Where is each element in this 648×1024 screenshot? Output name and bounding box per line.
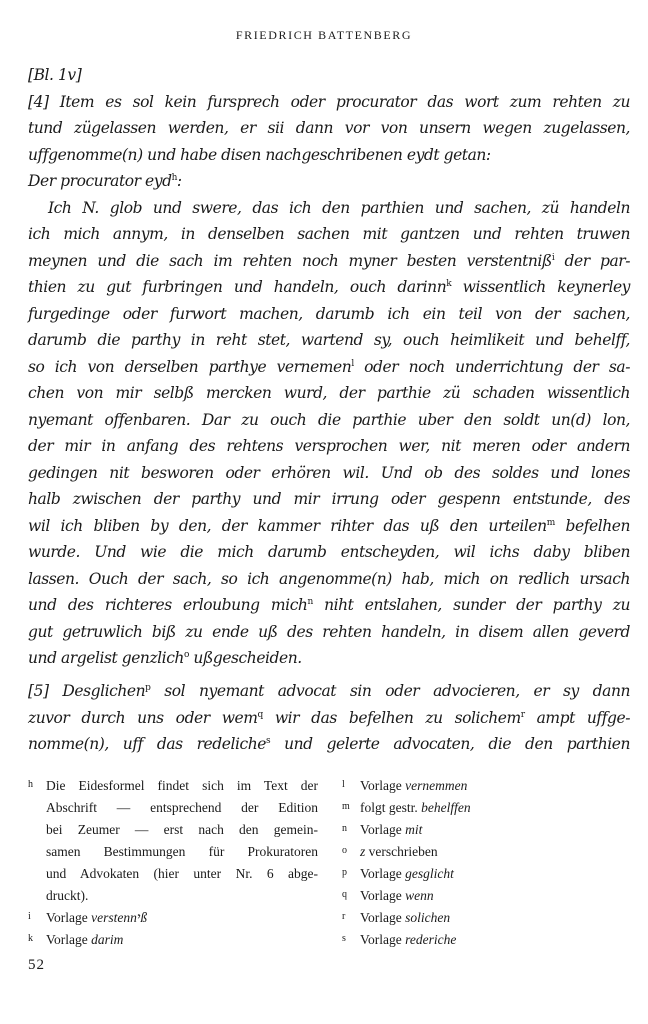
footnote-o: o z verschrieben (342, 841, 632, 863)
running-header: FRIEDRICH BATTENBERG (235, 28, 413, 42)
footnote-mark: l (342, 779, 345, 790)
footnote-k: k Vorlage darim (28, 929, 318, 951)
footnote-ref: n (307, 597, 313, 607)
footnote-mark: m (342, 801, 350, 812)
footnote-mark: k (28, 933, 33, 944)
text-line: furgedinge oder furwort machen, darumb ich ein teil von der sachen, (28, 304, 630, 323)
text-line: wil ich bliben by den, der kammer rihter das uß den urteilen$^m$ befelhen (28, 516, 630, 535)
footnote-mark: h (28, 779, 33, 790)
text-line: und des richteres erloubung mich$^n$ niht entslahen, sunder der parthy zu (28, 596, 630, 614)
footnote-ref: s (265, 736, 271, 746)
footnote-l: l Vorlage vernemmen (342, 775, 632, 797)
footnote-ref: r (520, 709, 525, 720)
text-line: zuvor durch uns oder wem$^q$ wir das befelhen zu solichem$^r$ ampt uffge- (28, 708, 630, 727)
text-line: darumb die parthy in reht stet, wartend sy, ouch heimlikeit und behelff, (28, 331, 630, 349)
text-line: gedingen nit besworen oder erhören wil. Und ob des soldes und lones (28, 463, 630, 482)
footnote-mark: i (28, 911, 31, 922)
footnote-r: r Vorlage solichen (342, 907, 632, 929)
text-line: der mir in anfang des rehtens versprochen wer, nit meren oder andern (28, 437, 630, 455)
footnote-mark: q (342, 889, 347, 900)
footnotes-right-column (342, 775, 632, 951)
footnote-mark: s (342, 933, 346, 944)
footnote-mark: n (342, 823, 347, 834)
footnote-n: n Vorlage mit (342, 819, 632, 841)
text-line: [4] Item es sol kein fursprech oder procurator das wort zum rehten zu (28, 92, 630, 111)
footnote-q: q Vorlage wenn (342, 885, 632, 907)
text-line: uffgenomme(n) und habe disen nachgeschribenen eydt getan: (28, 145, 491, 164)
footnote-m: m folgt gestr. behelffen (342, 797, 632, 819)
text-line: lassen. Ouch der sach, so ich angenomme(n) hab, mich on redlich ursach (28, 569, 630, 588)
text-line: gut getruwlich biß zu ende uß des rehten handeln, in disem allen geverd (28, 622, 630, 641)
footnote-mark: o (342, 845, 347, 856)
section-5 (28, 678, 630, 758)
text-line: chen von mir selbß mercken wurd, der parthie zü schaden wissentlich (28, 384, 630, 402)
folio-marker: [Bl. 1v] (28, 66, 82, 84)
text-line: [5] Desglichen$^p$ sol nyemant advocat sin oder advocieren, er sy dann (28, 682, 631, 700)
text-line: tund zügelassen werden, er sii dann vor von unsern wegen zugelassen, (28, 119, 630, 137)
text-line: wurde. Und wie die mich darumb entscheyden, wil ichs daby bliben (28, 543, 630, 561)
text-line: ich mich annym, in denselben sachen mit gantzen und rehten truwen (28, 225, 630, 243)
text-line: thien zu gut furbringen und handeln, ouch darinn$^k$ wissentlich keynerley (28, 278, 630, 296)
footnote-s: s Vorlage rederiche (342, 929, 632, 951)
footnote-ref: p (145, 683, 151, 693)
text-line: halb zwischen der parthy und mir irrung oder gespenn entstunde, des (28, 490, 630, 508)
section-4 (28, 62, 630, 672)
text-line: nyemant offenbaren. Dar zu ouch die parthie uber den soldt un(d) lon, (28, 410, 630, 429)
page-number: 52 (28, 957, 45, 973)
footnote-ref: h (171, 173, 177, 183)
footnote-ref: o (183, 650, 189, 660)
footnote-mark: r (342, 911, 346, 922)
footnote-ref: m (546, 517, 555, 528)
footnotes-left-column (28, 775, 318, 951)
footnote-h: h Die Eidesformel findet sich im Text der Abschrift — entsprechend der Edition bei Zeumer — erst nach den gemein- samen Bestimmungen für Prokuratoren und Advokaten (hier unter Nr. 6 abge- druckt). (28, 775, 318, 907)
footnote-ref: i (551, 252, 555, 263)
text-line: nomme(n), uff das redeliche$^s$ und gelerte advocaten, die den parthien (28, 735, 630, 753)
text-line: und argelist genzlich$^o$ ußgescheiden. (28, 649, 302, 667)
footnote-ref: q (257, 709, 263, 720)
text-line: Der procurator eyd$^h$: (28, 172, 182, 190)
text-line: so ich von derselben parthye vernemen$^l$ oder noch underrichtung der sa- (28, 357, 630, 376)
text-line: meynen und die sach im rehten noch myner besten verstentniß$^i$ der par- (28, 251, 630, 270)
footnote-i: i Vorlage verstennיß (28, 907, 318, 929)
footnote-ref: k (446, 279, 452, 289)
footnote-p: p Vorlage gesglicht (342, 863, 632, 885)
text-line: Ich N. glob und swere, das ich den parthien und sachen, zü handeln (48, 198, 630, 217)
footnote-ref: l (351, 358, 354, 369)
footnote-mark: p (342, 867, 347, 878)
